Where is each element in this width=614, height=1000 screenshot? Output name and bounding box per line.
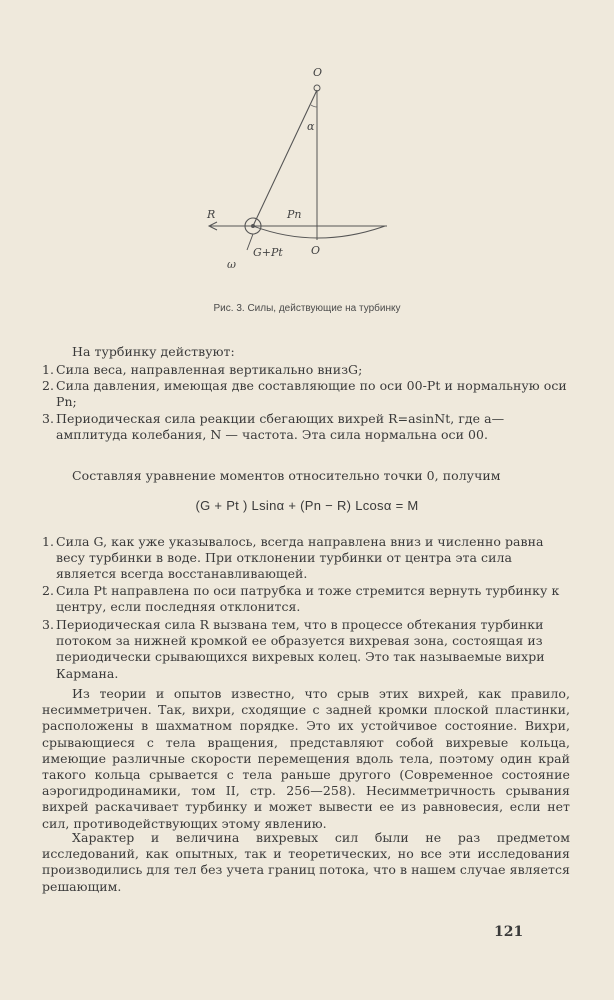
list-item xyxy=(42,411,570,443)
list-item xyxy=(42,362,570,378)
label-omega: ω xyxy=(227,258,236,271)
forces-list xyxy=(42,362,570,443)
pendulum-diagram xyxy=(195,60,425,290)
list-item-text: Сила Pt направлена по оси патрубка и тоже стремится вернуть турбинку к центру, если последняя отклонится. xyxy=(56,582,560,614)
list-item xyxy=(42,378,570,410)
list-item-text: Сила G, как уже указывалось, всегда направлена вниз и численно равна весу турбинки в воде. При отклонении турбинки от центра эта сила является всегда восстанавливающей. xyxy=(56,534,544,582)
force-diagram xyxy=(195,60,425,290)
label-g-pt: G+Pt xyxy=(253,246,283,259)
list-item xyxy=(42,617,570,682)
paragraph-vortex-theory: Из теории и опытов известно, что срыв этих вихрей, как правило, несимметричен. Так, вихри, сходящие с задней кромки плоской пластинки, расположены в шахматном порядке. Это их устойчивое состояние. Вихри, срывающиеся с тела вращения, представляют собой вихревые кольца, имеющие различные скорости перемещения вдоль тела, поэтому один край такого кольца срывается с тела раньше другого (Современное состояние аэрогидродинамики, том II, стр. 256—258). Несимметричность срывания вихрей раскачивает турбинку и может вывести ее из равновесия, если нет сил, противодействующих этому явлению. xyxy=(42,686,570,831)
page-number: 121 xyxy=(494,924,524,940)
notes-list xyxy=(42,534,570,682)
list-item-text: Периодическая сила реакции сбегающих вихрей R=asinNt, где а—амплитуда колебания, N — частота. Эта сила нормальна оси 00. xyxy=(56,410,505,442)
list-item-number: 1. xyxy=(42,362,55,377)
list-item-number: 2. xyxy=(42,378,55,394)
swing-arc xyxy=(253,226,385,238)
label-r: R xyxy=(207,208,216,221)
label-alpha: α xyxy=(307,120,315,133)
list-item xyxy=(42,534,570,583)
paragraph-vortex-research: Характер и величина вихревых сил были не раз предметом исследований, как опытных, так и теоретических, но все эти исследования производились для тел без учета границ потока, что в нашем случае является решающим. xyxy=(42,830,570,894)
label-o-top: O xyxy=(313,66,323,79)
label-pn: Pn xyxy=(287,208,302,221)
figure-caption: Рис. 3. Силы, действующие на турбинку xyxy=(213,303,401,314)
list-item-text: Сила давления, имеющая две составляющие по оси 00-Pt и нормальную оси Pn; xyxy=(56,378,567,410)
turbine-center xyxy=(251,224,255,228)
list-item-number: 1. xyxy=(42,534,55,549)
moment-formula: (G + Pt ) Lsinα + (Pn − R) Lcosα = M xyxy=(195,498,419,513)
list-item xyxy=(42,583,570,615)
intro-text: На турбинку действуют: xyxy=(72,344,235,359)
list-item-text: Периодическая сила R вызвана тем, что в процессе обтекания турбинки потоком за нижней кромкой ее образуется вихревая зона, состоящая из периодически срывающихся вихревых колец. Это так называемые вихри Кармана. xyxy=(56,617,545,681)
label-o-bottom: O xyxy=(311,244,321,257)
list-item-number: 2. xyxy=(42,582,55,598)
list-item-text: Сила веса, направленная вертикально внизG; xyxy=(56,362,363,377)
list-item-number: 3. xyxy=(42,617,55,633)
angle-arc xyxy=(311,105,317,107)
inclined-rod-line xyxy=(253,90,317,226)
moment-text: Составляя уравнение моментов относительно точки 0, получим xyxy=(72,468,501,483)
list-item-number: 3. xyxy=(42,410,55,426)
